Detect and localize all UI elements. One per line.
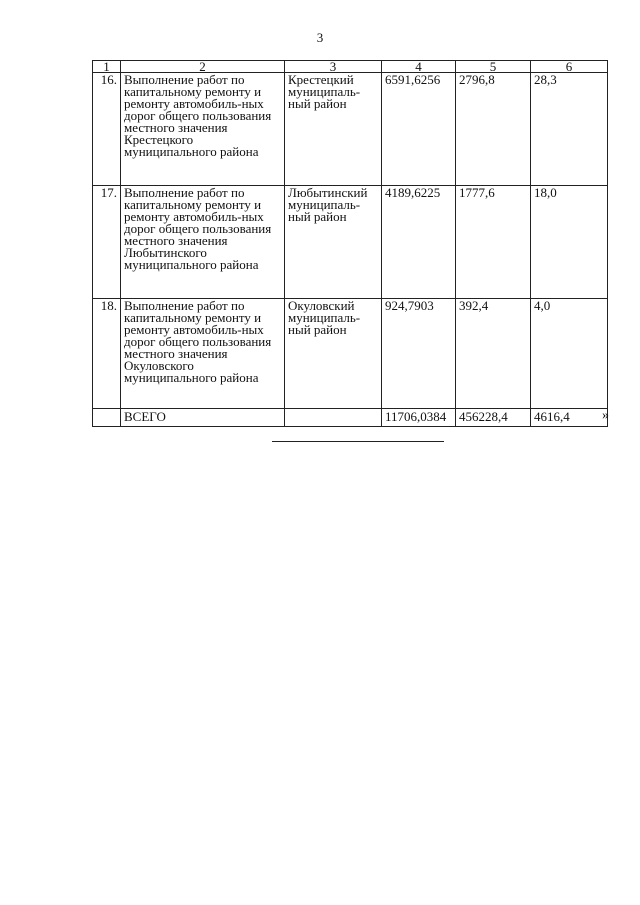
header-cell: 5: [456, 61, 531, 73]
district-name: Окуловский муниципаль-ный район: [285, 299, 382, 409]
row-number: 17.: [93, 186, 121, 299]
header-cell: 4: [382, 61, 456, 73]
work-description: Выполнение работ по капитальному ремонту и ремонту автомобиль-ных дорог общего пользования местного значения Любытинского муниципального района: [121, 186, 285, 299]
table-row: [93, 73, 608, 186]
total-empty-cell: [93, 409, 121, 427]
district-name: Любытинский муниципаль-ный район: [285, 186, 382, 299]
header-cell: 2: [121, 61, 285, 73]
header-row: [93, 61, 608, 73]
separator-line: [272, 441, 444, 442]
table-row: [93, 299, 608, 409]
header-cell: 3: [285, 61, 382, 73]
total-col6: 4616,4: [531, 409, 608, 427]
value-col4: 6591,6256: [382, 73, 456, 186]
page-number: 3: [316, 30, 324, 45]
value-col5: 2796,8: [456, 73, 531, 186]
work-description: Выполнение работ по капитальному ремонту и ремонту автомобиль-ных дорог общего пользования местного значения Крестецкого муниципального района: [121, 73, 285, 186]
value-col6: 4,0: [531, 299, 608, 409]
header-cell: 1: [93, 61, 121, 73]
value-col5: 392,4: [456, 299, 531, 409]
total-empty-cell: [285, 409, 382, 427]
row-number: 16.: [93, 73, 121, 186]
district-name: Крестецкий муниципаль-ный район: [285, 73, 382, 186]
total-col4: 11706,0384: [382, 409, 456, 427]
total-col5: 456228,4: [456, 409, 531, 427]
data-table: [92, 60, 608, 427]
work-description: Выполнение работ по капитальному ремонту и ремонту автомобиль-ных дорог общего пользования местного значения Окуловского муниципального района: [121, 299, 285, 409]
total-label: ВСЕГО: [121, 409, 285, 427]
table-row: [93, 186, 608, 299]
value-col6: 18,0: [531, 186, 608, 299]
row-number: 18.: [93, 299, 121, 409]
value-col4: 4189,6225: [382, 186, 456, 299]
closing-quote: »: [602, 408, 609, 423]
total-row: [93, 409, 608, 427]
value-col4: 924,7903: [382, 299, 456, 409]
value-col5: 1777,6: [456, 186, 531, 299]
header-cell: 6: [531, 61, 608, 73]
value-col6: 28,3: [531, 73, 608, 186]
